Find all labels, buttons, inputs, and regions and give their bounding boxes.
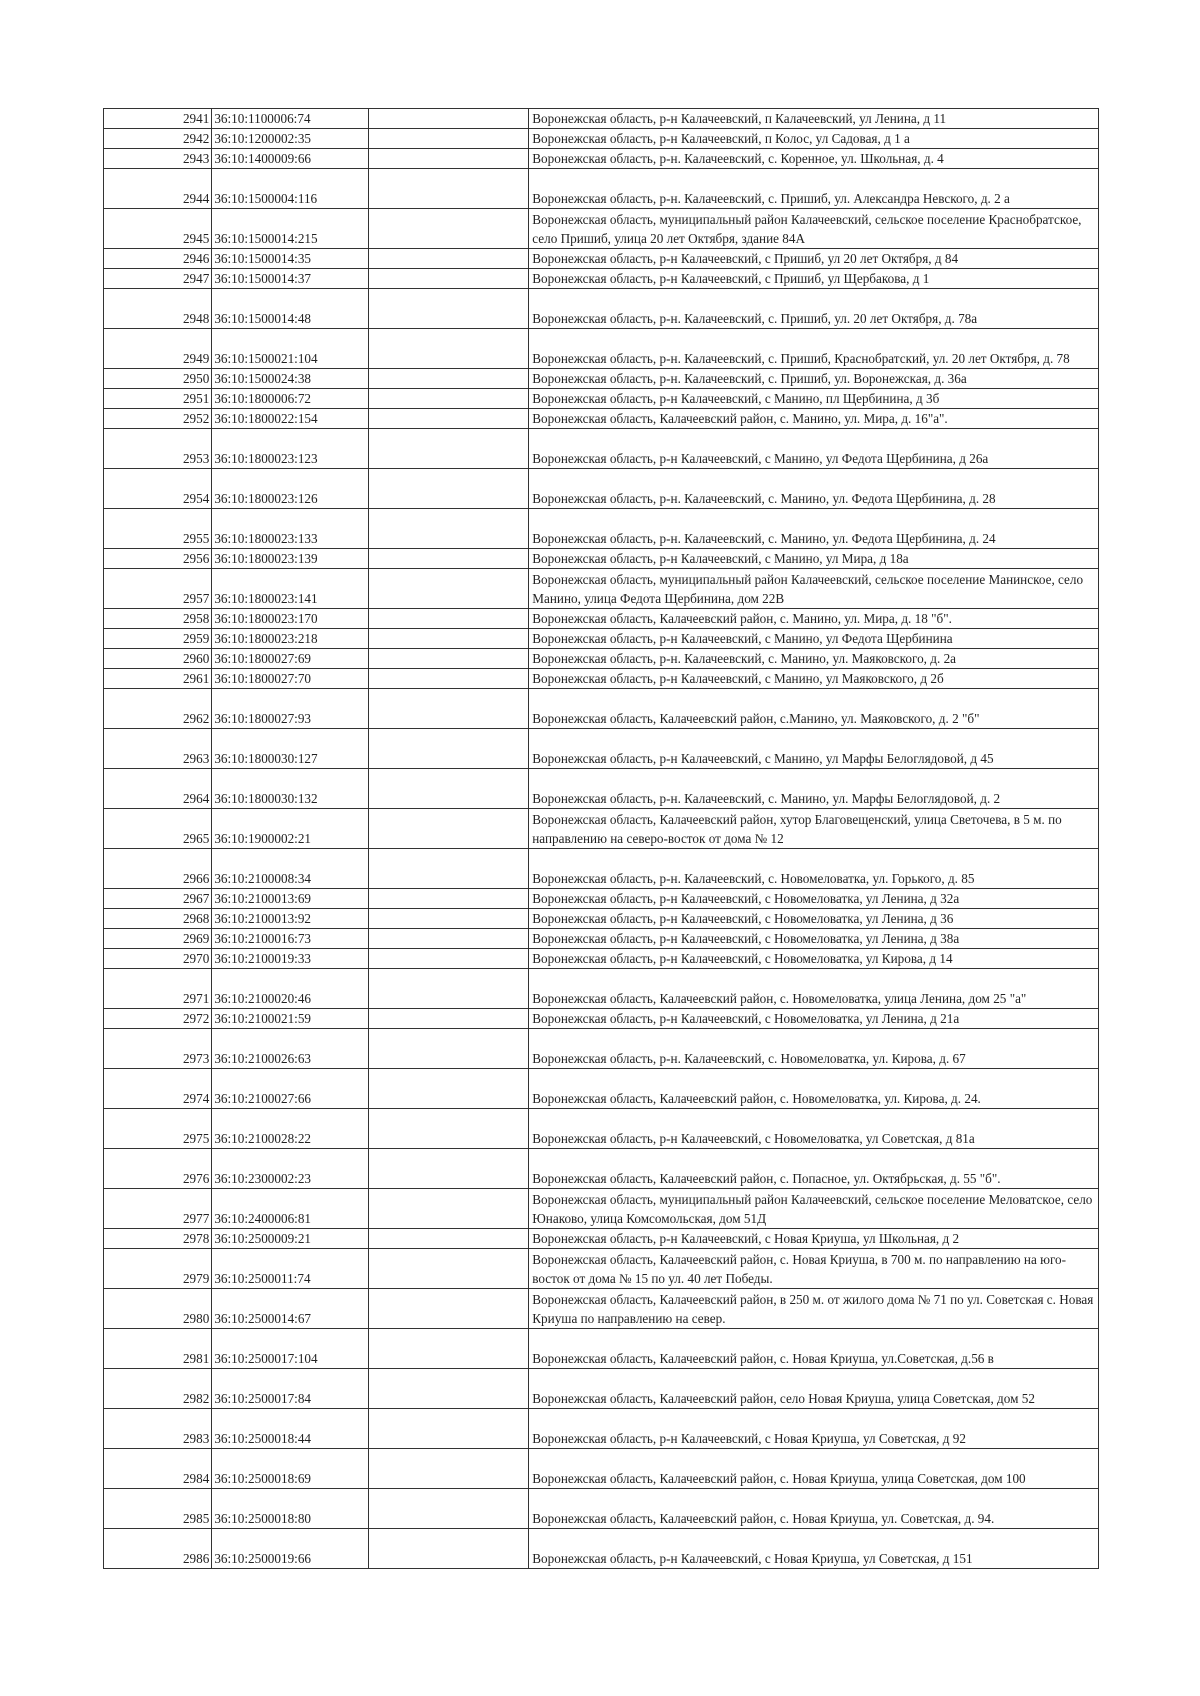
address-cell: Воронежская область, Калачеевский район, с. Манино, ул. Мира, д. 16"а". [529, 409, 1099, 429]
empty-cell [368, 169, 528, 209]
row-number: 2963 [104, 729, 212, 769]
row-number: 2952 [104, 409, 212, 429]
address-cell: Воронежская область, р-н Калачеевский, с Пришиб, ул Щербакова, д 1 [529, 269, 1099, 289]
address-cell: Воронежская область, р-н Калачеевский, с Новомеловатка, ул Ленина, д 38а [529, 929, 1099, 949]
cadastral-number: 36:10:1400009:66 [212, 149, 368, 169]
row-number: 2967 [104, 889, 212, 909]
table-row [104, 1449, 1099, 1489]
cadastral-number: 36:10:2500017:84 [212, 1369, 368, 1409]
row-number: 2943 [104, 149, 212, 169]
row-number: 2959 [104, 629, 212, 649]
table-row [104, 909, 1099, 929]
cadastral-number: 36:10:1100006:74 [212, 109, 368, 129]
address-cell: Воронежская область, Калачеевский район, с. Манино, ул. Мира, д. 18 "б". [529, 609, 1099, 629]
row-number: 2980 [104, 1289, 212, 1329]
empty-cell [368, 289, 528, 329]
table-row [104, 609, 1099, 629]
empty-cell [368, 1029, 528, 1069]
table-row [104, 1409, 1099, 1449]
empty-cell [368, 1529, 528, 1569]
empty-cell [368, 729, 528, 769]
table-row [104, 1529, 1099, 1569]
table-row [104, 1189, 1099, 1229]
empty-cell [368, 1069, 528, 1109]
cadastral-number: 36:10:2100016:73 [212, 929, 368, 949]
row-number: 2950 [104, 369, 212, 389]
empty-cell [368, 849, 528, 889]
empty-cell [368, 269, 528, 289]
cadastral-number: 36:10:1500014:48 [212, 289, 368, 329]
table-row [104, 949, 1099, 969]
address-cell: Воронежская область, р-н Калачеевский, с Новомеловатка, ул Ленина, д 21а [529, 1009, 1099, 1029]
address-cell: Воронежская область, р-н Калачеевский, с Манино, ул Федота Щербинина, д 26а [529, 429, 1099, 469]
table-row [104, 889, 1099, 909]
empty-cell [368, 649, 528, 669]
cadastral-number: 36:10:2100027:66 [212, 1069, 368, 1109]
empty-cell [368, 1149, 528, 1189]
cadastral-number: 36:10:2100028:22 [212, 1109, 368, 1149]
empty-cell [368, 929, 528, 949]
empty-cell [368, 1329, 528, 1369]
row-number: 2957 [104, 569, 212, 609]
table-row [104, 389, 1099, 409]
row-number: 2973 [104, 1029, 212, 1069]
empty-cell [368, 629, 528, 649]
table-row [104, 569, 1099, 609]
cadastral-number: 36:10:1500014:215 [212, 209, 368, 249]
empty-cell [368, 1409, 528, 1449]
cadastral-number: 36:10:2500009:21 [212, 1229, 368, 1249]
empty-cell [368, 1489, 528, 1529]
row-number: 2979 [104, 1249, 212, 1289]
table-row [104, 1029, 1099, 1069]
empty-cell [368, 549, 528, 569]
table-row [104, 549, 1099, 569]
address-cell: Воронежская область, р-н. Калачеевский, с. Пришиб, Краснобратский, ул. 20 лет Октября, д. 78 [529, 329, 1099, 369]
row-number: 2958 [104, 609, 212, 629]
address-cell: Воронежская область, Калачеевский район, с. Новая Криуша, ул.Советская, д.56 в [529, 1329, 1099, 1369]
empty-cell [368, 1249, 528, 1289]
empty-cell [368, 429, 528, 469]
cadastral-number: 36:10:1800022:154 [212, 409, 368, 429]
row-number: 2976 [104, 1149, 212, 1189]
cadastral-number: 36:10:2500019:66 [212, 1529, 368, 1569]
cadastral-number: 36:10:2300002:23 [212, 1149, 368, 1189]
row-number: 2969 [104, 929, 212, 949]
cadastral-number: 36:10:1800030:127 [212, 729, 368, 769]
cadastral-number: 36:10:2500018:69 [212, 1449, 368, 1489]
cadastral-number: 36:10:1200002:35 [212, 129, 368, 149]
empty-cell [368, 769, 528, 809]
address-cell: Воронежская область, р-н Калачеевский, с Новомеловатка, ул Советская, д 81а [529, 1109, 1099, 1149]
row-number: 2968 [104, 909, 212, 929]
cadastral-number: 36:10:2100019:33 [212, 949, 368, 969]
cadastral-number: 36:10:2100013:69 [212, 889, 368, 909]
table-row [104, 269, 1099, 289]
cadastral-number: 36:10:2100008:34 [212, 849, 368, 889]
empty-cell [368, 369, 528, 389]
cadastral-number: 36:10:2500018:44 [212, 1409, 368, 1449]
table-row [104, 649, 1099, 669]
row-number: 2955 [104, 509, 212, 549]
row-number: 2941 [104, 109, 212, 129]
table-row [104, 1489, 1099, 1529]
empty-cell [368, 1189, 528, 1229]
address-cell: Воронежская область, р-н. Калачеевский, с. Пришиб, ул. Александра Невского, д. 2 а [529, 169, 1099, 209]
empty-cell [368, 689, 528, 729]
table-row [104, 1329, 1099, 1369]
table-row [104, 669, 1099, 689]
empty-cell [368, 149, 528, 169]
row-number: 2981 [104, 1329, 212, 1369]
empty-cell [368, 1369, 528, 1409]
cadastral-number: 36:10:1800023:170 [212, 609, 368, 629]
table-row [104, 1149, 1099, 1189]
table-row [104, 469, 1099, 509]
empty-cell [368, 509, 528, 549]
empty-cell [368, 129, 528, 149]
table-row [104, 209, 1099, 249]
address-cell: Воронежская область, Калачеевский район, село Новая Криуша, улица Советская, дом 52 [529, 1369, 1099, 1409]
table-row [104, 729, 1099, 769]
row-number: 2966 [104, 849, 212, 889]
empty-cell [368, 1449, 528, 1489]
cadastral-number: 36:10:1800027:93 [212, 689, 368, 729]
table-row [104, 1069, 1099, 1109]
property-table [103, 108, 1099, 1569]
row-number: 2961 [104, 669, 212, 689]
cadastral-number: 36:10:1500014:35 [212, 249, 368, 269]
address-cell: Воронежская область, р-н Калачеевский, с Манино, ул Федота Щербинина [529, 629, 1099, 649]
table-row [104, 369, 1099, 389]
cadastral-number: 36:10:1500024:38 [212, 369, 368, 389]
table-row [104, 429, 1099, 469]
cadastral-number: 36:10:1800023:126 [212, 469, 368, 509]
cadastral-number: 36:10:1800030:132 [212, 769, 368, 809]
address-cell: Воронежская область, Калачеевский район, с. Новомеловатка, ул. Кирова, д. 24. [529, 1069, 1099, 1109]
empty-cell [368, 1289, 528, 1329]
table-row [104, 1369, 1099, 1409]
table-row [104, 929, 1099, 949]
table-row [104, 149, 1099, 169]
cadastral-number: 36:10:1800023:123 [212, 429, 368, 469]
cadastral-number: 36:10:1900002:21 [212, 809, 368, 849]
address-cell: Воронежская область, Калачеевский район, хутор Благовещенский, улица Светочева, в 5 м. по направлению на северо-восток от дома № 12 [529, 809, 1099, 849]
row-number: 2974 [104, 1069, 212, 1109]
empty-cell [368, 389, 528, 409]
table-row [104, 1249, 1099, 1289]
row-number: 2983 [104, 1409, 212, 1449]
row-number: 2975 [104, 1109, 212, 1149]
cadastral-number: 36:10:2100020:46 [212, 969, 368, 1009]
address-cell: Воронежская область, р-н Калачеевский, с Пришиб, ул 20 лет Октября, д 84 [529, 249, 1099, 269]
address-cell: Воронежская область, р-н Калачеевский, с Манино, ул Мира, д 18а [529, 549, 1099, 569]
address-cell: Воронежская область, Калачеевский район, с. Новая Криуша, улица Советская, дом 100 [529, 1449, 1099, 1489]
empty-cell [368, 1229, 528, 1249]
cadastral-number: 36:10:1800023:133 [212, 509, 368, 549]
address-cell: Воронежская область, р-н. Калачеевский, с. Манино, ул. Маяковского, д. 2а [529, 649, 1099, 669]
table-row [104, 169, 1099, 209]
table-row [104, 769, 1099, 809]
cadastral-number: 36:10:1800027:69 [212, 649, 368, 669]
address-cell: Воронежская область, р-н Калачеевский, с Новомеловатка, ул Ленина, д 32а [529, 889, 1099, 909]
table-row [104, 1289, 1099, 1329]
empty-cell [368, 1109, 528, 1149]
address-cell: Воронежская область, р-н Калачеевский, с Манино, пл Щербинина, д 3б [529, 389, 1099, 409]
cadastral-number: 36:10:1500004:116 [212, 169, 368, 209]
address-cell: Воронежская область, р-н. Калачеевский, с. Новомеловатка, ул. Кирова, д. 67 [529, 1029, 1099, 1069]
table-row [104, 1229, 1099, 1249]
cadastral-number: 36:10:2500018:80 [212, 1489, 368, 1529]
cadastral-number: 36:10:1800027:70 [212, 669, 368, 689]
row-number: 2965 [104, 809, 212, 849]
address-cell: Воронежская область, р-н. Калачеевский, с. Манино, ул. Федота Щербинина, д. 24 [529, 509, 1099, 549]
address-cell: Воронежская область, р-н Калачеевский, п Колос, ул Садовая, д 1 а [529, 129, 1099, 149]
empty-cell [368, 669, 528, 689]
address-cell: Воронежская область, р-н. Калачеевский, с. Манино, ул. Федота Щербинина, д. 28 [529, 469, 1099, 509]
row-number: 2949 [104, 329, 212, 369]
table-row [104, 409, 1099, 429]
row-number: 2956 [104, 549, 212, 569]
empty-cell [368, 909, 528, 929]
address-cell: Воронежская область, р-н Калачеевский, с Новая Криуша, ул Школьная, д 2 [529, 1229, 1099, 1249]
cadastral-number: 36:10:1800023:141 [212, 569, 368, 609]
empty-cell [368, 329, 528, 369]
table-row [104, 329, 1099, 369]
row-number: 2982 [104, 1369, 212, 1409]
empty-cell [368, 969, 528, 1009]
address-cell: Воронежская область, р-н Калачеевский, с Манино, ул Марфы Белоглядовой, д 45 [529, 729, 1099, 769]
table-row [104, 109, 1099, 129]
address-cell: Воронежская область, р-н. Калачеевский, с. Манино, ул. Марфы Белоглядовой, д. 2 [529, 769, 1099, 809]
address-cell: Воронежская область, Калачеевский район, в 250 м. от жилого дома № 71 по ул. Советская с. Новая Криуша по направлению на север. [529, 1289, 1099, 1329]
address-cell: Воронежская область, р-н Калачеевский, с Новая Криуша, ул Советская, д 92 [529, 1409, 1099, 1449]
cadastral-number: 36:10:2500011:74 [212, 1249, 368, 1289]
address-cell: Воронежская область, р-н Калачеевский, с Манино, ул Маяковского, д 2б [529, 669, 1099, 689]
empty-cell [368, 209, 528, 249]
row-number: 2970 [104, 949, 212, 969]
address-cell: Воронежская область, Калачеевский район, с. Новая Криуша, в 700 м. по направлению на юго-восток от дома № 15 по ул. 40 лет Победы. [529, 1249, 1099, 1289]
empty-cell [368, 409, 528, 429]
cadastral-number: 36:10:2100013:92 [212, 909, 368, 929]
cadastral-number: 36:10:1800006:72 [212, 389, 368, 409]
address-cell: Воронежская область, муниципальный район Калачеевский, сельское поселение Меловатское, село Юнаково, улица Комсомольская, дом 51Д [529, 1189, 1099, 1229]
empty-cell [368, 109, 528, 129]
cadastral-number: 36:10:2500014:67 [212, 1289, 368, 1329]
row-number: 2944 [104, 169, 212, 209]
empty-cell [368, 469, 528, 509]
table-row [104, 509, 1099, 549]
empty-cell [368, 609, 528, 629]
row-number: 2985 [104, 1489, 212, 1529]
table-row [104, 1009, 1099, 1029]
empty-cell [368, 1009, 528, 1029]
address-cell: Воронежская область, Калачеевский район, с.Манино, ул. Маяковского, д. 2 "б" [529, 689, 1099, 729]
cadastral-number: 36:10:1800023:218 [212, 629, 368, 649]
table-row [104, 249, 1099, 269]
table-row [104, 689, 1099, 729]
address-cell: Воронежская область, р-н. Калачеевский, с. Пришиб, ул. 20 лет Октября, д. 78а [529, 289, 1099, 329]
table-row [104, 289, 1099, 329]
row-number: 2954 [104, 469, 212, 509]
table-row [104, 969, 1099, 1009]
row-number: 2962 [104, 689, 212, 729]
address-cell: Воронежская область, Калачеевский район, с. Новомеловатка, улица Ленина, дом 25 "а" [529, 969, 1099, 1009]
row-number: 2945 [104, 209, 212, 249]
empty-cell [368, 249, 528, 269]
table-row [104, 629, 1099, 649]
cadastral-number: 36:10:1500021:104 [212, 329, 368, 369]
cadastral-number: 36:10:2100021:59 [212, 1009, 368, 1029]
cadastral-number: 36:10:2400006:81 [212, 1189, 368, 1229]
address-cell: Воронежская область, р-н. Калачеевский, с. Пришиб, ул. Воронежская, д. 36а [529, 369, 1099, 389]
address-cell: Воронежская область, р-н. Калачеевский, с. Коренное, ул. Школьная, д. 4 [529, 149, 1099, 169]
row-number: 2946 [104, 249, 212, 269]
address-cell: Воронежская область, муниципальный район Калачеевский, сельское поселение Манинское, село Манино, улица Федота Щербинина, дом 22В [529, 569, 1099, 609]
empty-cell [368, 809, 528, 849]
address-cell: Воронежская область, р-н Калачеевский, с Новомеловатка, ул Кирова, д 14 [529, 949, 1099, 969]
address-cell: Воронежская область, р-н Калачеевский, с Новомеловатка, ул Ленина, д 36 [529, 909, 1099, 929]
property-table-body [104, 109, 1099, 1569]
table-row [104, 809, 1099, 849]
row-number: 2960 [104, 649, 212, 669]
row-number: 2948 [104, 289, 212, 329]
row-number: 2986 [104, 1529, 212, 1569]
address-cell: Воронежская область, р-н. Калачеевский, с. Новомеловатка, ул. Горького, д. 85 [529, 849, 1099, 889]
cadastral-number: 36:10:2100026:63 [212, 1029, 368, 1069]
table-row [104, 849, 1099, 889]
row-number: 2984 [104, 1449, 212, 1489]
cadastral-number: 36:10:1800023:139 [212, 549, 368, 569]
row-number: 2953 [104, 429, 212, 469]
row-number: 2942 [104, 129, 212, 149]
address-cell: Воронежская область, Калачеевский район, с. Новая Криуша, ул. Советская, д. 94. [529, 1489, 1099, 1529]
address-cell: Воронежская область, Калачеевский район, с. Попасное, ул. Октябрьская, д. 55 "б". [529, 1149, 1099, 1189]
cadastral-number: 36:10:1500014:37 [212, 269, 368, 289]
address-cell: Воронежская область, р-н Калачеевский, с Новая Криуша, ул Советская, д 151 [529, 1529, 1099, 1569]
row-number: 2977 [104, 1189, 212, 1229]
row-number: 2951 [104, 389, 212, 409]
empty-cell [368, 949, 528, 969]
empty-cell [368, 889, 528, 909]
row-number: 2971 [104, 969, 212, 1009]
row-number: 2978 [104, 1229, 212, 1249]
address-cell: Воронежская область, муниципальный район Калачеевский, сельское поселение Краснобратское, село Пришиб, улица 20 лет Октября, здание 84А [529, 209, 1099, 249]
row-number: 2947 [104, 269, 212, 289]
row-number: 2964 [104, 769, 212, 809]
row-number: 2972 [104, 1009, 212, 1029]
table-row [104, 129, 1099, 149]
address-cell: Воронежская область, р-н Калачеевский, п Калачеевский, ул Ленина, д 11 [529, 109, 1099, 129]
cadastral-number: 36:10:2500017:104 [212, 1329, 368, 1369]
empty-cell [368, 569, 528, 609]
table-row [104, 1109, 1099, 1149]
